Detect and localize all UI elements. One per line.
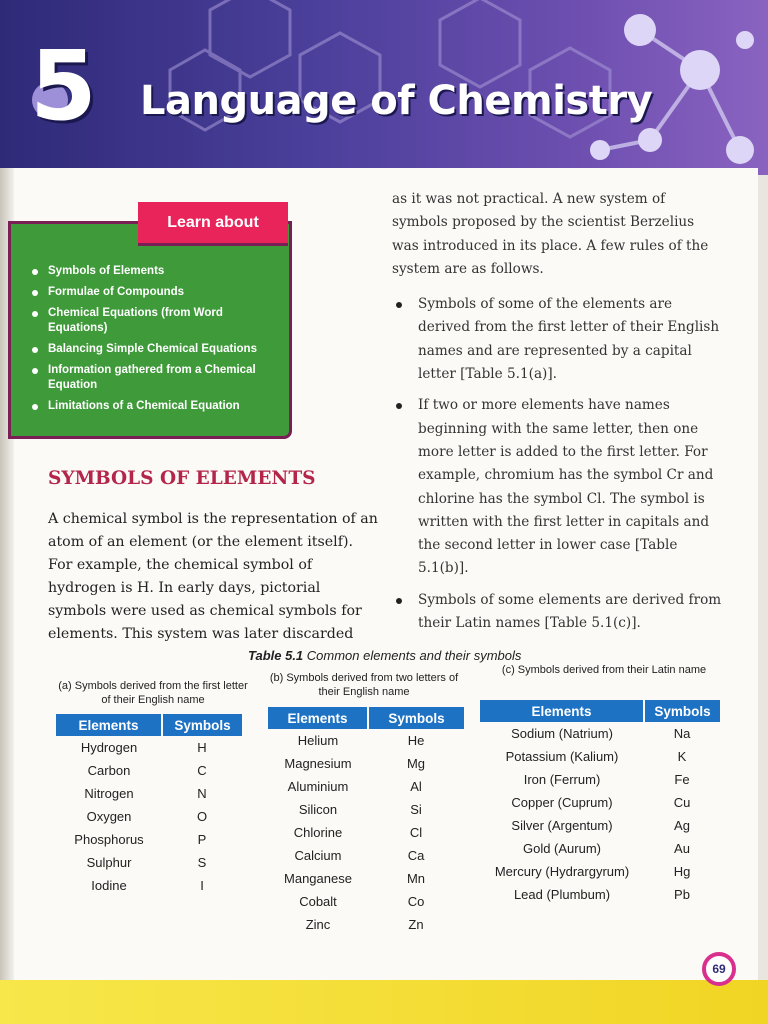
table-row xyxy=(480,791,720,814)
table-row xyxy=(480,745,720,768)
table-row xyxy=(480,722,720,745)
table-row xyxy=(56,874,242,897)
element-symbol-cell: P xyxy=(197,832,207,847)
element-name-cell: Iron (Ferrum) xyxy=(523,772,601,787)
list-item: Balancing Simple Chemical Equations xyxy=(32,342,282,357)
table-a xyxy=(56,714,242,897)
element-name-cell: Hydrogen xyxy=(80,740,138,755)
element-name-cell: Sulphur xyxy=(86,855,132,870)
element-name-cell: Calcium xyxy=(294,848,342,863)
chapter-title: Language of Chemistry xyxy=(140,78,653,124)
element-name-cell: Sodium (Natrium) xyxy=(511,726,613,741)
element-name-cell: Nitrogen xyxy=(84,786,134,801)
table-b-caption: (b) Symbols derived from two letters of their English name xyxy=(269,672,459,698)
table-row xyxy=(268,913,464,936)
element-symbol-cell: H xyxy=(197,740,207,755)
chapter-number: 5 xyxy=(30,30,97,142)
table-b xyxy=(268,707,464,936)
element-name-cell: Mercury (Hydrargyrum) xyxy=(494,864,630,879)
element-symbol-cell: Fe xyxy=(674,772,690,787)
table-row xyxy=(56,828,242,851)
table-c xyxy=(480,700,720,906)
element-symbol-cell: Mn xyxy=(406,871,426,886)
element-name-cell: Phosphorus xyxy=(74,832,144,847)
element-symbol-cell: N xyxy=(197,786,207,801)
rule-item: Symbols of some of the elements are derived from the first letter of their English names and are represented by a capital letter [Table 5.1(a)]. xyxy=(392,293,722,386)
column-header-symbols: Symbols xyxy=(162,714,242,736)
list-item: Information gathered from a Chemical Equation xyxy=(32,363,282,393)
element-name-cell: Cobalt xyxy=(299,894,337,909)
table-row xyxy=(56,736,242,759)
column-header-elements: Elements xyxy=(480,700,644,722)
list-item: Limitations of a Chemical Equation xyxy=(32,399,282,414)
element-name-cell: Manganese xyxy=(284,871,352,886)
table-row xyxy=(268,867,464,890)
list-item: Symbols of Elements xyxy=(32,264,282,279)
table-row xyxy=(480,883,720,906)
column-header-elements: Elements xyxy=(268,707,368,729)
table-row xyxy=(56,782,242,805)
table-row xyxy=(56,851,242,874)
element-name-cell: Silicon xyxy=(298,802,338,817)
learn-about-tab: Learn about xyxy=(138,202,288,246)
rule-item: If two or more elements have names beginning with the same letter, then one more letter is added to the first letter. For example, chromium has the symbol Cr and chlorine has the symbol Cl. The symbol is written with the first letter in capitals and the second letter in lower case [Table 5.1(b)]. xyxy=(392,394,722,580)
table-a-caption: (a) Symbols derived from the first letter of their English name xyxy=(58,680,248,706)
element-symbol-cell: Na xyxy=(673,726,691,741)
element-name-cell: Zinc xyxy=(305,917,331,932)
column-header-symbols: Symbols xyxy=(644,700,720,722)
element-symbol-cell: Al xyxy=(410,779,422,794)
element-symbol-cell: K xyxy=(677,749,687,764)
table-row xyxy=(480,814,720,837)
list-item: Formulae of Compounds xyxy=(32,285,282,300)
table-row xyxy=(56,759,242,782)
table-row xyxy=(480,768,720,791)
element-name-cell: Lead (Plumbum) xyxy=(513,887,611,902)
rules-list xyxy=(392,293,722,635)
right-paragraph: as it was not practical. A new system of symbols proposed by the scientist Berzelius was introduced in its place. A few rules of the system are as follows. xyxy=(392,191,709,277)
element-name-cell: Iodine xyxy=(91,878,127,893)
bottom-band xyxy=(0,980,768,1024)
table-row xyxy=(268,775,464,798)
table-row xyxy=(480,837,720,860)
table-c-caption: (c) Symbols derived from their Latin name xyxy=(501,664,707,676)
table-row xyxy=(268,821,464,844)
table-row xyxy=(268,752,464,775)
element-name-cell: Oxygen xyxy=(86,809,132,824)
element-symbol-cell: Ca xyxy=(407,848,425,863)
table-row xyxy=(268,798,464,821)
table-row xyxy=(268,844,464,867)
element-symbol-cell: Cu xyxy=(673,795,691,810)
element-name-cell: Chlorine xyxy=(293,825,343,840)
rule-item: Symbols of some elements are derived from their Latin names [Table 5.1(c)]. xyxy=(392,589,722,636)
element-symbol-cell: Au xyxy=(674,841,690,856)
element-symbol-cell: Ag xyxy=(674,818,690,833)
element-name-cell: Carbon xyxy=(87,763,131,778)
table-row xyxy=(268,890,464,913)
list-item: Chemical Equations (from Word Equations) xyxy=(32,306,282,336)
element-symbol-cell: Co xyxy=(407,894,425,909)
column-header-elements: Elements xyxy=(56,714,162,736)
element-name-cell: Silver (Argentum) xyxy=(511,818,613,833)
element-symbol-cell: He xyxy=(407,733,425,748)
element-symbol-cell: Mg xyxy=(406,756,426,771)
element-symbol-cell: C xyxy=(197,763,207,778)
element-name-cell: Potassium (Kalium) xyxy=(505,749,619,764)
element-symbol-cell: Si xyxy=(410,802,422,817)
element-name-cell: Copper (Cuprum) xyxy=(511,795,613,810)
element-name-cell: Helium xyxy=(297,733,339,748)
element-name-cell: Aluminium xyxy=(287,779,349,794)
table-label: Table 5.1 xyxy=(248,648,304,663)
column-header-symbols: Symbols xyxy=(368,707,464,729)
section-paragraph: A chemical symbol is the representation of an atom of an element (or the element itself). For example, the chemical symbol of hydrogen is H. In early days, pictorial symbols were used as chemical symbols for elements. This system was later discarded xyxy=(48,511,378,642)
learn-about-list xyxy=(32,264,282,420)
element-symbol-cell: O xyxy=(196,809,208,824)
table-title-text: Common elements and their symbols xyxy=(306,648,522,663)
table-row xyxy=(480,860,720,883)
element-name-cell: Magnesium xyxy=(284,756,352,771)
table-row xyxy=(268,729,464,752)
chapter-header xyxy=(0,0,768,175)
element-symbol-cell: S xyxy=(197,855,207,870)
element-symbol-cell: Pb xyxy=(674,887,690,902)
element-name-cell: Gold (Aurum) xyxy=(522,841,602,856)
table-title xyxy=(248,648,521,663)
element-symbol-cell: I xyxy=(200,878,204,893)
section-title: SYMBOLS OF ELEMENTS xyxy=(48,468,316,489)
element-symbol-cell: Zn xyxy=(408,917,424,932)
page-number-badge: 69 xyxy=(702,952,736,986)
table-row xyxy=(56,805,242,828)
right-column xyxy=(392,188,722,643)
element-symbol-cell: Hg xyxy=(673,864,691,879)
element-symbol-cell: Cl xyxy=(409,825,423,840)
